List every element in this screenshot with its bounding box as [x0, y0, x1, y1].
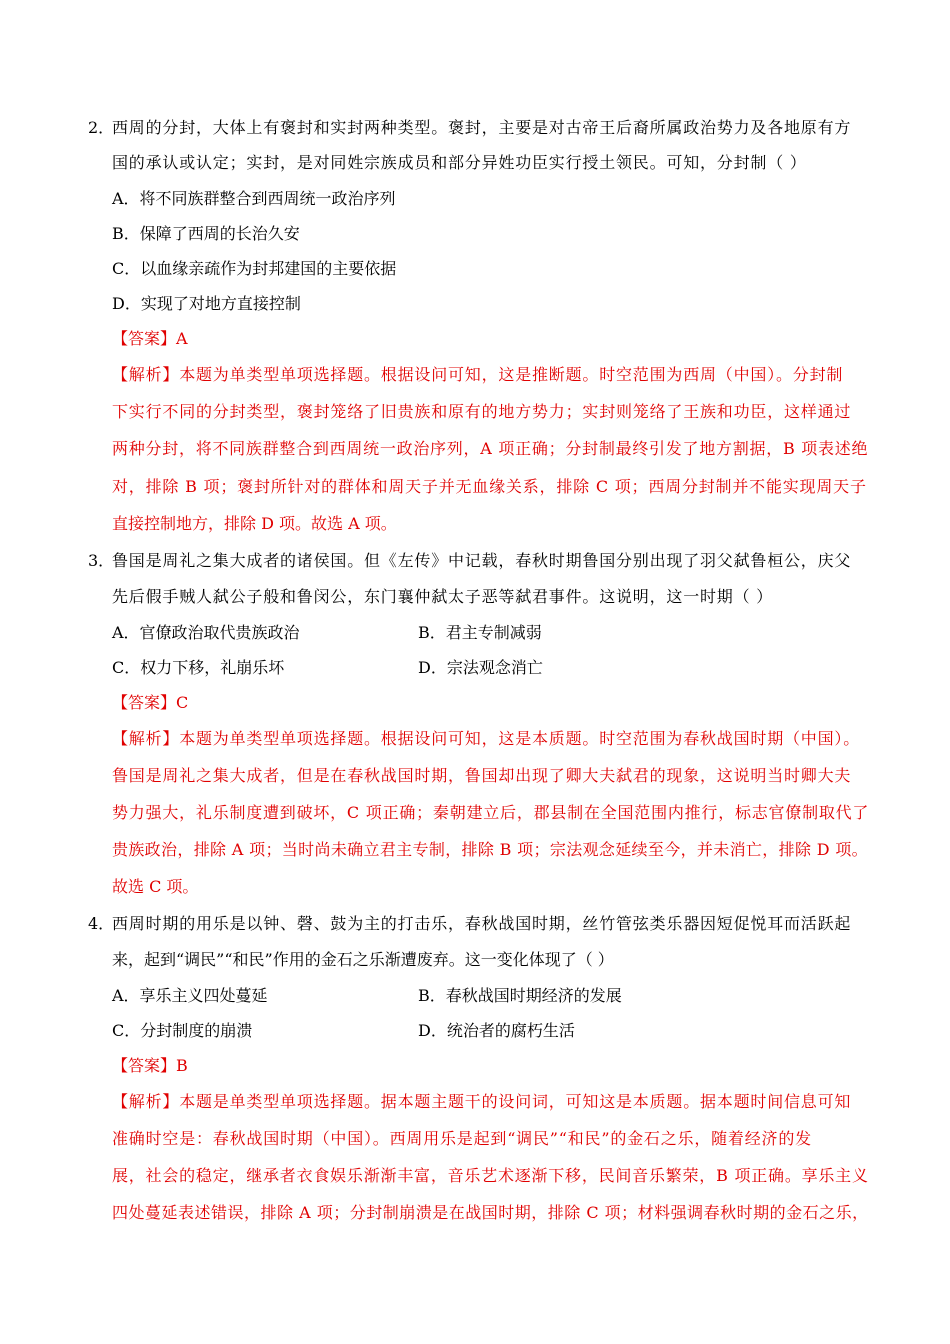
- option-d: D．实现了对地方直接控制: [112, 294, 301, 313]
- question-stem-line: 西周的分封，大体上有褒封和实封两种类型。褒封，主要是对古帝王后裔所属政治势力及各地原有方: [112, 118, 852, 137]
- question-number: 4．: [88, 914, 115, 933]
- question-stem-line: 来，起到“调民”“和民”作用的金石之乐渐遭废弃。这一变化体现了（ ）: [112, 950, 614, 969]
- option-b: B．保障了西周的长治久安: [112, 224, 300, 243]
- option-b: B．春秋战国时期经济的发展: [418, 986, 622, 1005]
- analysis-line: 下实行不同的分封类型，褒封笼络了旧贵族和原有的地方势力；实封则笼络了王族和功臣，这样通过: [112, 402, 852, 421]
- analysis-line: 【解析】本题为单类型单项选择题。根据设问可知，这是推断题。时空范围为西周（中国）。分封制: [112, 365, 844, 384]
- option-a: A．官僚政治取代贵族政治: [112, 623, 300, 642]
- analysis-line: 直接控制地方，排除 D 项。故选 A 项。: [112, 514, 397, 533]
- answer-label: 【答案】B: [112, 1056, 188, 1075]
- question-stem-line: 西周时期的用乐是以钟、磬、鼓为主的打击乐，春秋战国时期，丝竹管弦类乐器因短促悦耳而活跃起: [112, 914, 852, 933]
- question-number: 2．: [88, 118, 115, 137]
- answer-label: 【答案】A: [112, 329, 188, 348]
- analysis-line: 【解析】本题是单类型单项选择题。据本题主题干的设问词，可知这是本质题。据本题时间信息可知: [112, 1092, 852, 1111]
- answer-label: 【答案】C: [112, 693, 189, 712]
- analysis-line: 两种分封，将不同族群整合到西周统一政治序列，A 项正确；分封制最终引发了地方割据，B 项表述绝: [112, 439, 869, 458]
- question-number: 3．: [88, 551, 115, 570]
- analysis-line: 贵族政治，排除 A 项；当时尚未确立君主专制，排除 B 项；宗法观念延续至今，并未消亡，排除 D 项。: [112, 840, 868, 859]
- question-stem-line: 先后假手贼人弑公子般和鲁闵公，东门襄仲弑太子恶等弑君事件。这说明，这一时期（ ）: [112, 587, 774, 606]
- question-stem-line: 鲁国是周礼之集大成者的诸侯国。但《左传》中记载，春秋时期鲁国分别出现了羽父弑鲁桓公，庆父: [112, 551, 852, 570]
- analysis-line: 故选 C 项。: [112, 877, 199, 896]
- analysis-line: 势力强大，礼乐制度遭到破坏，C 项正确；秦朝建立后，郡县制在全国范围内推行，标志官僚制取代了: [112, 803, 870, 822]
- option-a: A．享乐主义四处蔓延: [112, 986, 268, 1005]
- analysis-line: 展，社会的稳定，继承者衣食娱乐渐渐丰富，音乐艺术逐渐下移，民间音乐繁荣，B 项正确。享乐主义: [112, 1166, 869, 1185]
- analysis-line: 准确时空是：春秋战国时期（中国）。西周用乐是起到“调民”“和民”的金石之乐，随着经济的发: [112, 1129, 812, 1148]
- option-c: C．权力下移，礼崩乐坏: [112, 658, 285, 677]
- option-d: D．宗法观念消亡: [418, 658, 543, 677]
- analysis-line: 四处蔓延表述错误，排除 A 项；分封制崩溃是在战国时期，排除 C 项；材料强调春秋时期的金石之乐，: [112, 1203, 869, 1222]
- option-b: B．君主专制减弱: [418, 623, 542, 642]
- option-c: C．以血缘亲疏作为封邦建国的主要依据: [112, 259, 397, 278]
- option-a: A．将不同族群整合到西周统一政治序列: [112, 189, 396, 208]
- option-d: D．统治者的腐朽生活: [418, 1021, 575, 1040]
- question-stem-line: 国的承认或认定；实封，是对同姓宗族成员和部分异姓功臣实行授土领民。可知，分封制（ ）: [112, 153, 807, 172]
- option-c: C．分封制度的崩溃: [112, 1021, 253, 1040]
- analysis-line: 对，排除 B 项；褒封所针对的群体和周天子并无血缘关系，排除 C 项；西周分封制并不能实现周天子: [112, 477, 867, 496]
- analysis-line: 【解析】本题为单类型单项选择题。根据设问可知，这是本质题。时空范围为春秋战国时期（中国）。: [112, 729, 861, 748]
- analysis-line: 鲁国是周礼之集大成者，但是在春秋战国时期，鲁国却出现了卿大夫弑君的现象，这说明当时卿大夫: [112, 766, 852, 785]
